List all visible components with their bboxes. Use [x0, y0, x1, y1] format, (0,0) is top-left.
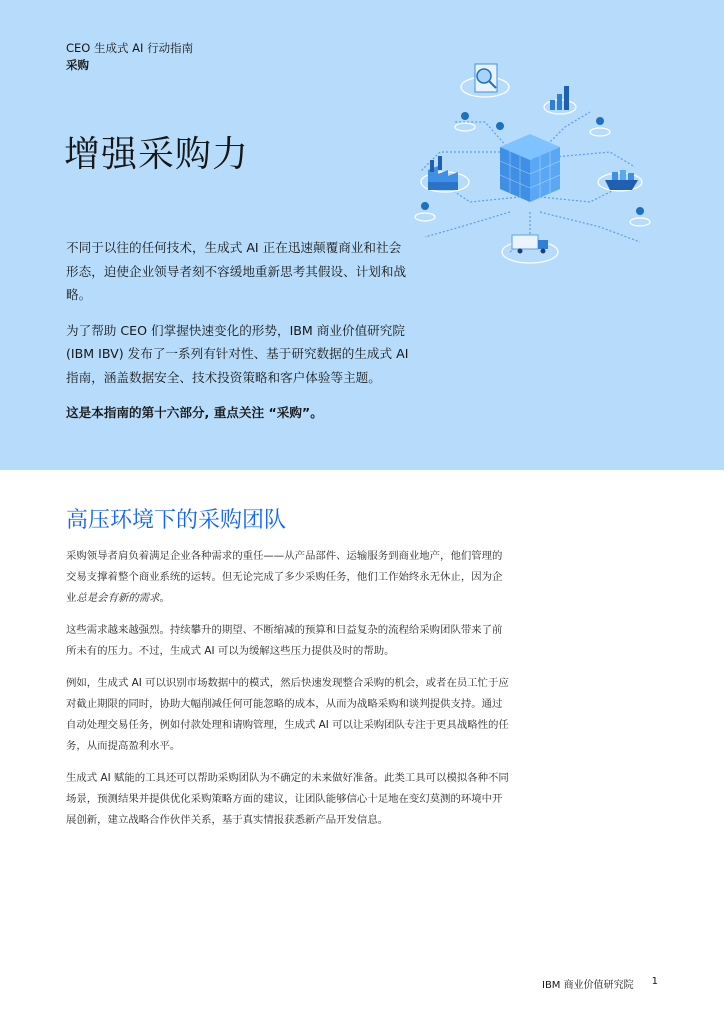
document-search-icon: [475, 64, 497, 92]
article-body: [66, 546, 510, 842]
footer-brand: IBM 商业价值研究院: [542, 980, 634, 991]
article-heading: 高压环境下的采购团队: [66, 508, 287, 533]
page-footer: [542, 976, 658, 991]
article-paragraph-1: 采购领导者肩负着满足企业各种需求的重任——从产品部件、运输服务到商业地产，他们管理的交易支撑着整个商业系统的运转。但无论完成了多少采购任务，他们工作始终永无休止，因为企业总是会有新的需求。: [66, 550, 503, 604]
intro-paragraph-2: 为了帮助 CEO 们掌握快速变化的形势，IBM 商业价值研究院 (IBM IBV) 发布了一系列有针对性、基于研究数据的生成式 AI 指南，涵盖数据安全、技术投资策略和客户体验等主题。: [66, 322, 409, 385]
guide-kicker: [66, 40, 193, 74]
hero-banner: [0, 0, 724, 470]
article-paragraph-3: 例如，生成式 AI 可以识别市场数据中的模式，然后快速发现整合采购的机会，或者在员工忙于应对截止期限的同时，协助大幅削减任何可能忽略的成本，从而为战略采购和谈判提供支持。通过自动处理交易任务，例如付款处理和请购管理，生成式 AI 可以让采购团队专注于更具战略性的任务，从而提高盈利水平。: [66, 677, 509, 752]
delivery-truck-icon: [512, 235, 548, 254]
intro-emphasis: 这是本指南的第十六部分, 重点关注 “采购”。: [66, 405, 323, 420]
section-label: 采购: [66, 58, 89, 72]
intro-paragraph-1: 不同于以往的任何技术，生成式 AI 正在迅速颠覆商业和社会形态，迫使企业领导者刻不容缓地重新思考其假设、计划和战略。: [66, 240, 407, 302]
italic-phrase: 总是会有新的需求: [76, 592, 160, 604]
page-title: 增强采购力: [64, 134, 250, 175]
article-paragraph-2: 这些需求越来越强烈。持续攀升的期望、不断缩减的预算和日益复杂的流程给采购团队带来了前所未有的压力。不过，生成式 AI 可以为缓解这些压力提供及时的帮助。: [66, 624, 503, 657]
procurement-network-illustration: [380, 52, 670, 282]
guide-title: CEO 生成式 AI 行动指南: [66, 41, 194, 55]
hero-intro: [66, 236, 411, 437]
article-paragraph-4: 生成式 AI 赋能的工具还可以帮助采购团队为不确定的未来做好准备。此类工具可以模拟各种不同场景，预测结果并提供优化采购策略方面的建议，让团队能够信心十足地在变幻莫测的环境中开展创新，建立战略合作伙伴关系，基于真实情报获悉新产品开发信息。: [66, 772, 509, 826]
page-number: 1: [651, 976, 658, 987]
bar-chart-icon: [550, 86, 569, 110]
data-cube-icon: [500, 134, 560, 202]
cargo-ship-icon: [605, 170, 638, 190]
